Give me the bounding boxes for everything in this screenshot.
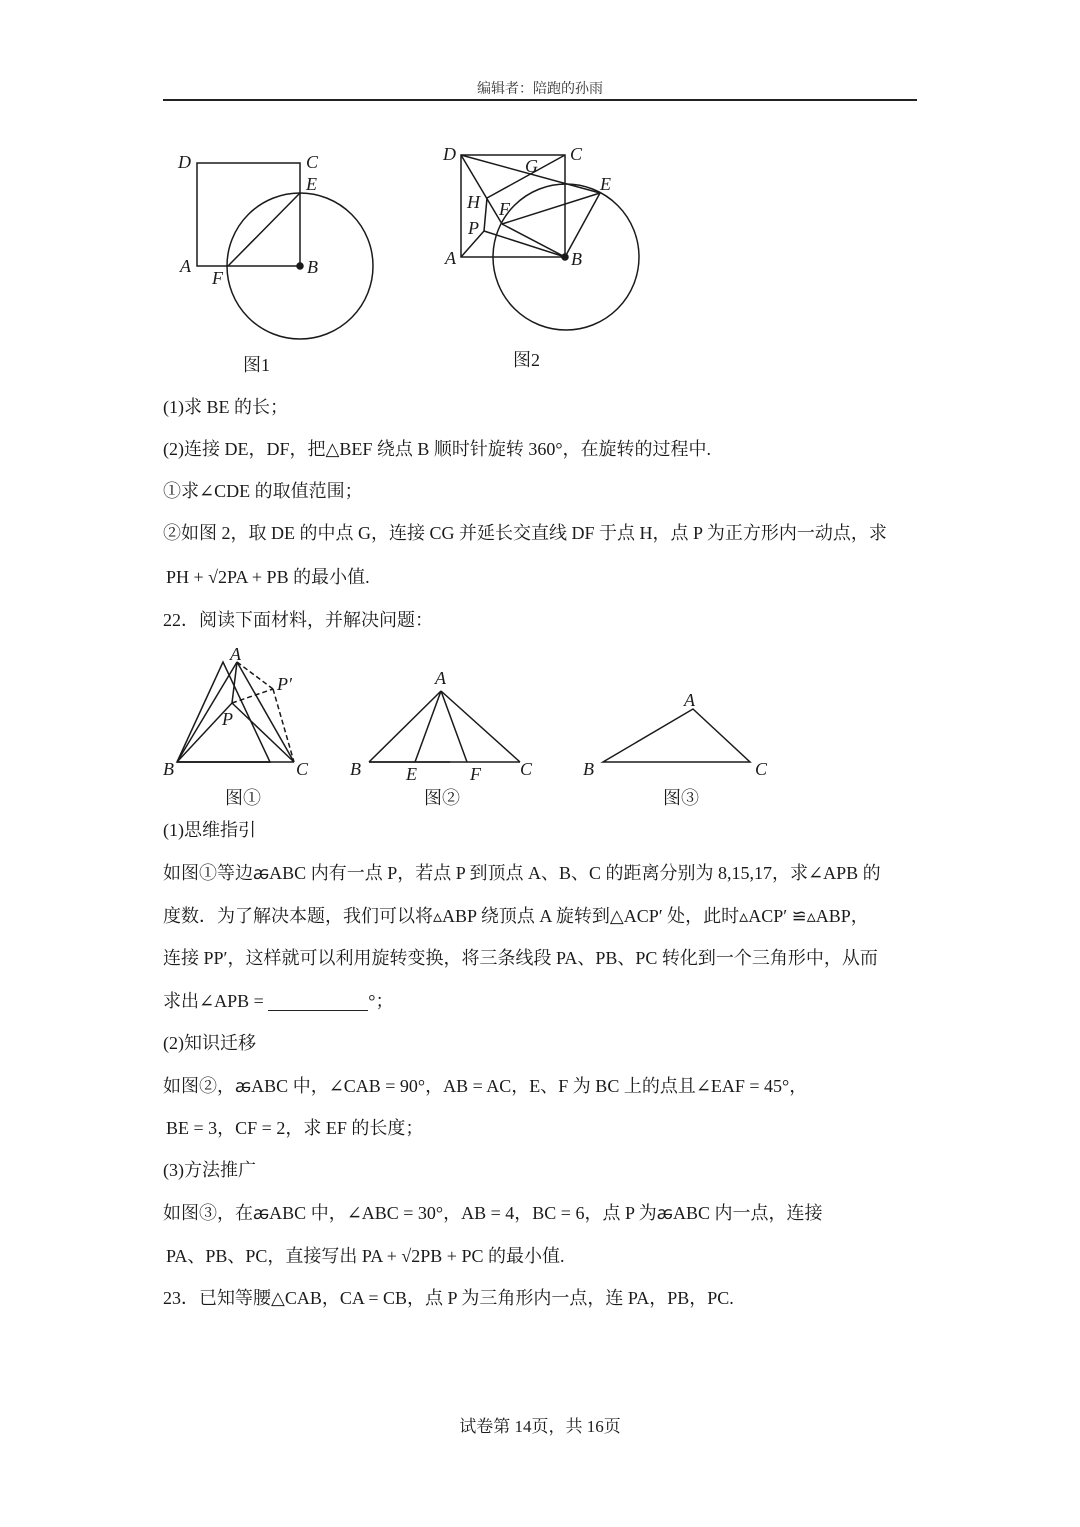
question-22-title: 22．阅读下面材料，并解决问题：	[163, 610, 433, 630]
q22-part-2-text: 如图②，ꬱABC 中，∠CAB = 90°，AB = AC，E、F 为 BC 上的点且∠EAF = 45°，	[163, 1076, 808, 1096]
q22-part-1-text: 度数．为了解决本题，我们可以将▵ABP 绕顶点 A 旋转到△ACP′ 处，此时▵ACP′ ≌▵ABP，	[163, 906, 869, 926]
question-21-sub-1: ①求∠CDE 的取值范围；	[163, 481, 363, 501]
label-e: E	[406, 764, 417, 784]
label-b: B	[350, 759, 361, 779]
label-d: D	[178, 152, 191, 172]
label-e: E	[306, 174, 317, 194]
label-e: E	[600, 174, 611, 194]
question-21-part-1: (1)求 BE 的长；	[163, 397, 288, 417]
page-header: 编辑者：陪跑的孙雨	[477, 81, 603, 97]
label-a: A	[445, 248, 456, 268]
label-p-prime: P′	[277, 674, 292, 694]
figure-triangle-abc	[583, 690, 768, 808]
label-f: F	[470, 764, 481, 784]
label-d: D	[443, 144, 456, 164]
q22-part-3-text: 如图③，在ꬱABC 中，∠ABC = 30°，AB = 4，BC = 6，点 P 为ꬱABC 内一点，连接	[163, 1203, 823, 1223]
label-f: F	[499, 199, 510, 219]
question-21-sub-2: ②如图 2，取 DE 的中点 G，连接 CG 并延长交直线 DF 于点 H，点 P 为正方形内一动点，求	[163, 523, 887, 543]
question-21-sub-2-cont: PH + √2PA + PB 的最小值.	[166, 567, 370, 587]
answer-prompt: 求出∠APB =	[163, 991, 264, 1011]
label-c: C	[570, 144, 583, 164]
label-h: H	[467, 192, 480, 212]
label-b: B	[571, 249, 582, 269]
figure-caption: 图2	[513, 350, 540, 370]
label-g: G	[525, 156, 538, 176]
question-21-part-2: (2)连接 DE，DF，把△BEF 绕点 B 顺时针旋转 360°，在旋转的过程中.	[163, 439, 712, 459]
label-c: C	[520, 759, 533, 779]
figure-caption: 图1	[243, 355, 270, 375]
label-f: F	[212, 268, 223, 288]
label-b: B	[307, 257, 318, 277]
q22-part-1-answer-line	[163, 989, 393, 1013]
label-c: C	[306, 152, 319, 172]
figure-equilateral	[163, 644, 309, 808]
question-23-title: 23．已知等腰△CAB，CA = CB，点 P 为三角形内一点，连 PA，PB，PC.	[163, 1288, 734, 1308]
label-p: P	[222, 709, 233, 729]
answer-blank	[268, 994, 368, 1011]
q22-part-3-text: PA、PB、PC，直接写出 PA + √2PB + PC 的最小值.	[166, 1246, 565, 1266]
label-c: C	[755, 759, 768, 779]
label-c: C	[296, 759, 309, 779]
answer-suffix: °；	[368, 991, 394, 1011]
label-p: P	[468, 218, 479, 238]
q22-part-1-heading: (1)思维指引	[163, 820, 256, 840]
figure-right-isosceles	[350, 668, 533, 808]
figure-caption: 图①	[225, 788, 261, 808]
q22-part-2-heading: (2)知识迁移	[163, 1033, 256, 1053]
label-a: A	[180, 256, 191, 276]
label-b: B	[583, 759, 594, 779]
label-a: A	[230, 644, 241, 664]
page-footer: 试卷第 14页，共 16页	[459, 1417, 621, 1436]
label-a: A	[435, 668, 446, 688]
q22-part-2-text: BE = 3，CF = 2，求 EF 的长度；	[166, 1118, 424, 1138]
label-b: B	[163, 759, 174, 779]
figure-caption: 图②	[424, 788, 460, 808]
label-a: A	[684, 690, 695, 710]
q22-part-1-text: 如图①等边ꬱABC 内有一点 P，若点 P 到顶点 A、B、C 的距离分别为 8,15,17，求∠APB 的	[163, 863, 881, 883]
q22-part-3-heading: (3)方法推广	[163, 1160, 256, 1180]
q22-part-1-text: 连接 PP′，这样就可以利用旋转变换，将三条线段 PA、PB、PC 转化到一个三角形中，从而	[163, 948, 878, 968]
figure-caption: 图③	[663, 788, 699, 808]
